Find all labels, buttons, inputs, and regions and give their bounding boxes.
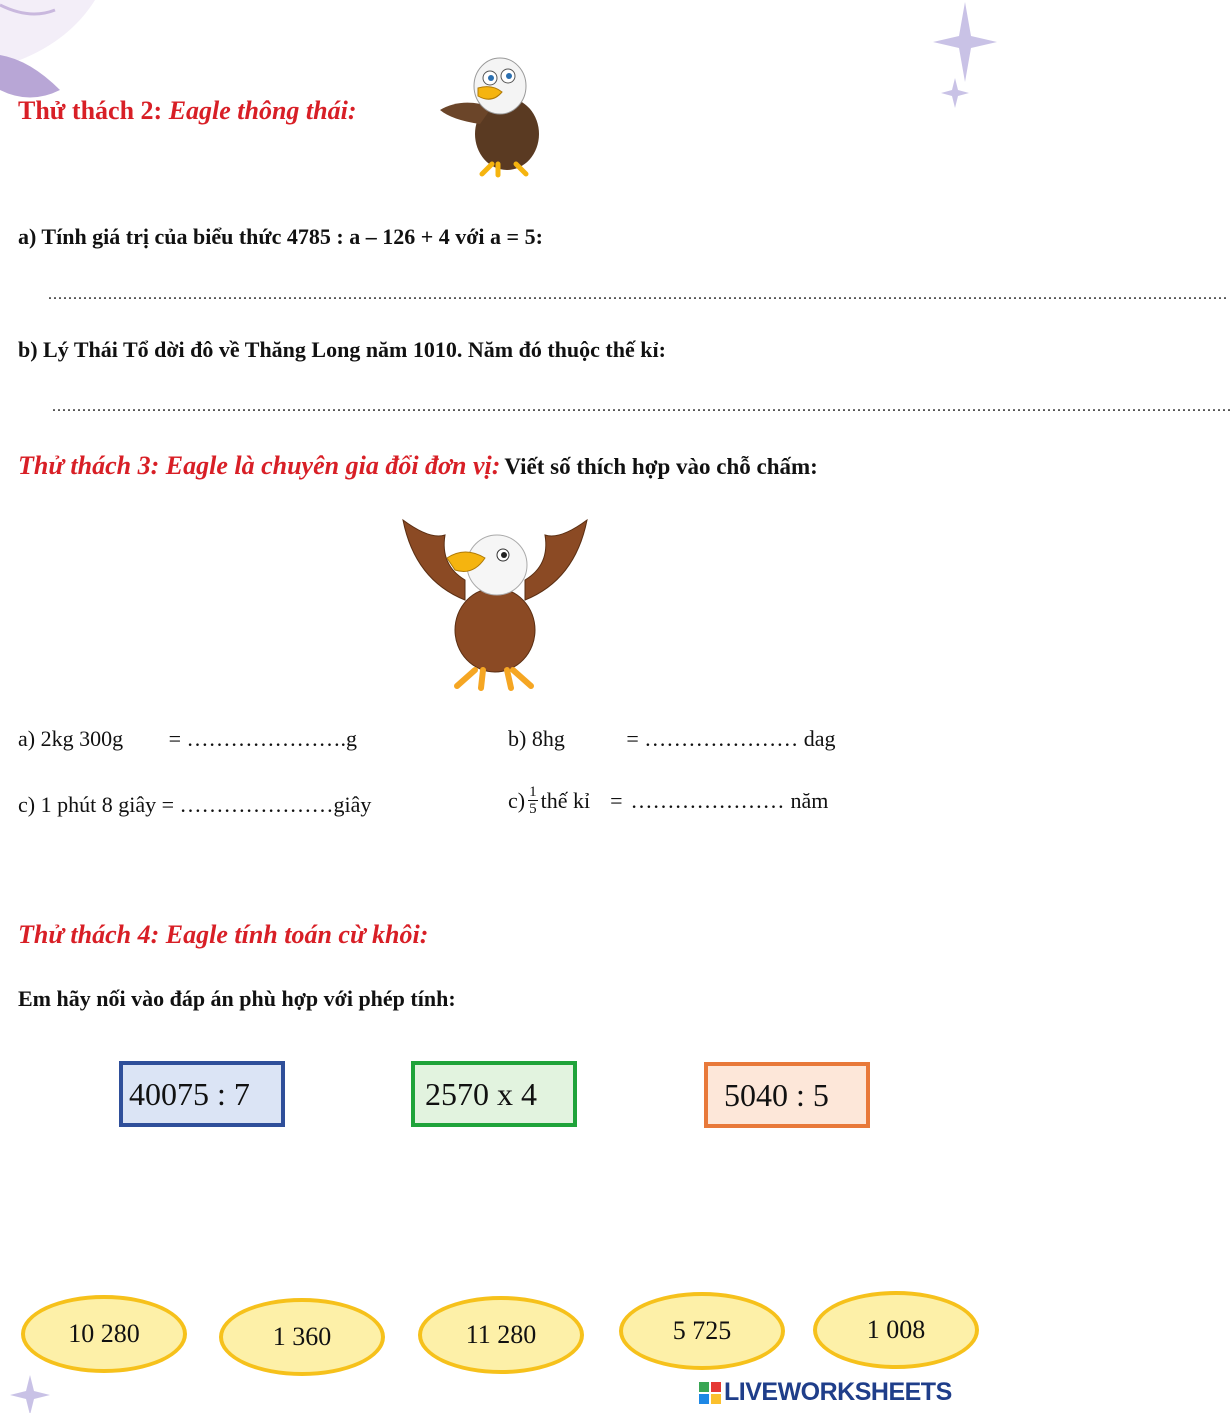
conversion-c2-equals: =: [610, 787, 623, 813]
challenge-2-prefix: Thử thách 2:: [18, 96, 163, 125]
sparkle-decoration-bottom-left: [0, 1375, 60, 1413]
answer-oval-1[interactable]: 10 280: [21, 1295, 187, 1373]
challenge-2-name: Eagle thông thái:: [168, 96, 357, 125]
challenge-3-heading: [18, 451, 818, 481]
conversion-c2-label: c): [508, 787, 526, 813]
fraction-numerator: 1: [529, 784, 537, 800]
challenge-3-instruction: Viết số thích hợp vào chỗ chấm:: [504, 454, 818, 479]
leaf-decoration-top-left: [0, 0, 120, 110]
conversion-c1-label: c) 1 phút 8 giây =: [18, 792, 174, 817]
liveworksheets-logo-icon: [698, 1381, 722, 1405]
conversion-c2-unit: năm: [790, 787, 829, 813]
challenge-2-title: [18, 96, 357, 126]
answer-oval-4[interactable]: 5 725: [619, 1292, 785, 1370]
answer-oval-3[interactable]: 11 280: [418, 1296, 584, 1374]
challenge-4-title: Thử thách 4: Eagle tính toán cừ khôi:: [18, 920, 429, 949]
conversion-a-blank[interactable]: ………………….: [186, 726, 347, 751]
conversion-a-unit: g: [346, 726, 358, 751]
liveworksheets-brand-text: LIVEWORKSHEETS: [724, 1378, 952, 1406]
fraction-denominator: 5: [529, 801, 537, 817]
answer-line-b[interactable]: ............................................................................................................................................................................................................................................: [52, 398, 1232, 415]
conversion-b-equals: =: [626, 726, 639, 751]
conversion-c1: [18, 792, 371, 818]
conversion-c1-unit: giây: [333, 792, 372, 817]
conversion-a: [18, 726, 357, 752]
conversion-c2: [508, 784, 828, 817]
eagle-pointing-illustration: [432, 52, 552, 177]
conversion-b-blank[interactable]: …………………: [644, 726, 799, 751]
sparkle-decoration-top-right: [925, 0, 1000, 110]
conversion-b: [508, 726, 836, 752]
expression-box-2[interactable]: 2570 x 4: [411, 1061, 577, 1127]
challenge-4-instruction: Em hãy nối vào đáp án phù hợp với phép tính:: [18, 986, 456, 1011]
eagle-wings-up-illustration: [395, 510, 595, 692]
answer-oval-2[interactable]: 1 360: [219, 1298, 385, 1376]
answer-line-a[interactable]: ............................................................................................................................................................................................................................................: [48, 286, 1228, 303]
conversion-c2-suffix: thế kỉ: [540, 787, 591, 813]
conversion-c2-blank[interactable]: …………………: [630, 787, 785, 813]
fraction-one-fifth: [528, 784, 538, 817]
conversion-a-label: a) 2kg 300g: [18, 726, 124, 751]
challenge-2-question-a: a) Tính giá trị của biểu thức 4785 : a – 126 + 4 với a = 5:: [18, 224, 543, 249]
expression-box-1[interactable]: 40075 : 7: [119, 1061, 285, 1127]
expression-box-3[interactable]: 5040 : 5: [704, 1062, 870, 1128]
conversion-a-equals: =: [168, 726, 182, 751]
conversion-c1-blank[interactable]: …………………: [179, 792, 334, 817]
answer-oval-5[interactable]: 1 008: [813, 1291, 979, 1369]
conversion-b-label: b) 8hg: [508, 726, 565, 751]
liveworksheets-logo[interactable]: [698, 1378, 952, 1407]
challenge-2-question-b: b) Lý Thái Tổ dời đô về Thăng Long năm 1010. Năm đó thuộc thế kỉ:: [18, 337, 666, 362]
challenge-3-title: Thử thách 3: Eagle là chuyên gia đổi đơn vị:: [18, 451, 501, 480]
conversion-b-unit: dag: [803, 726, 836, 751]
